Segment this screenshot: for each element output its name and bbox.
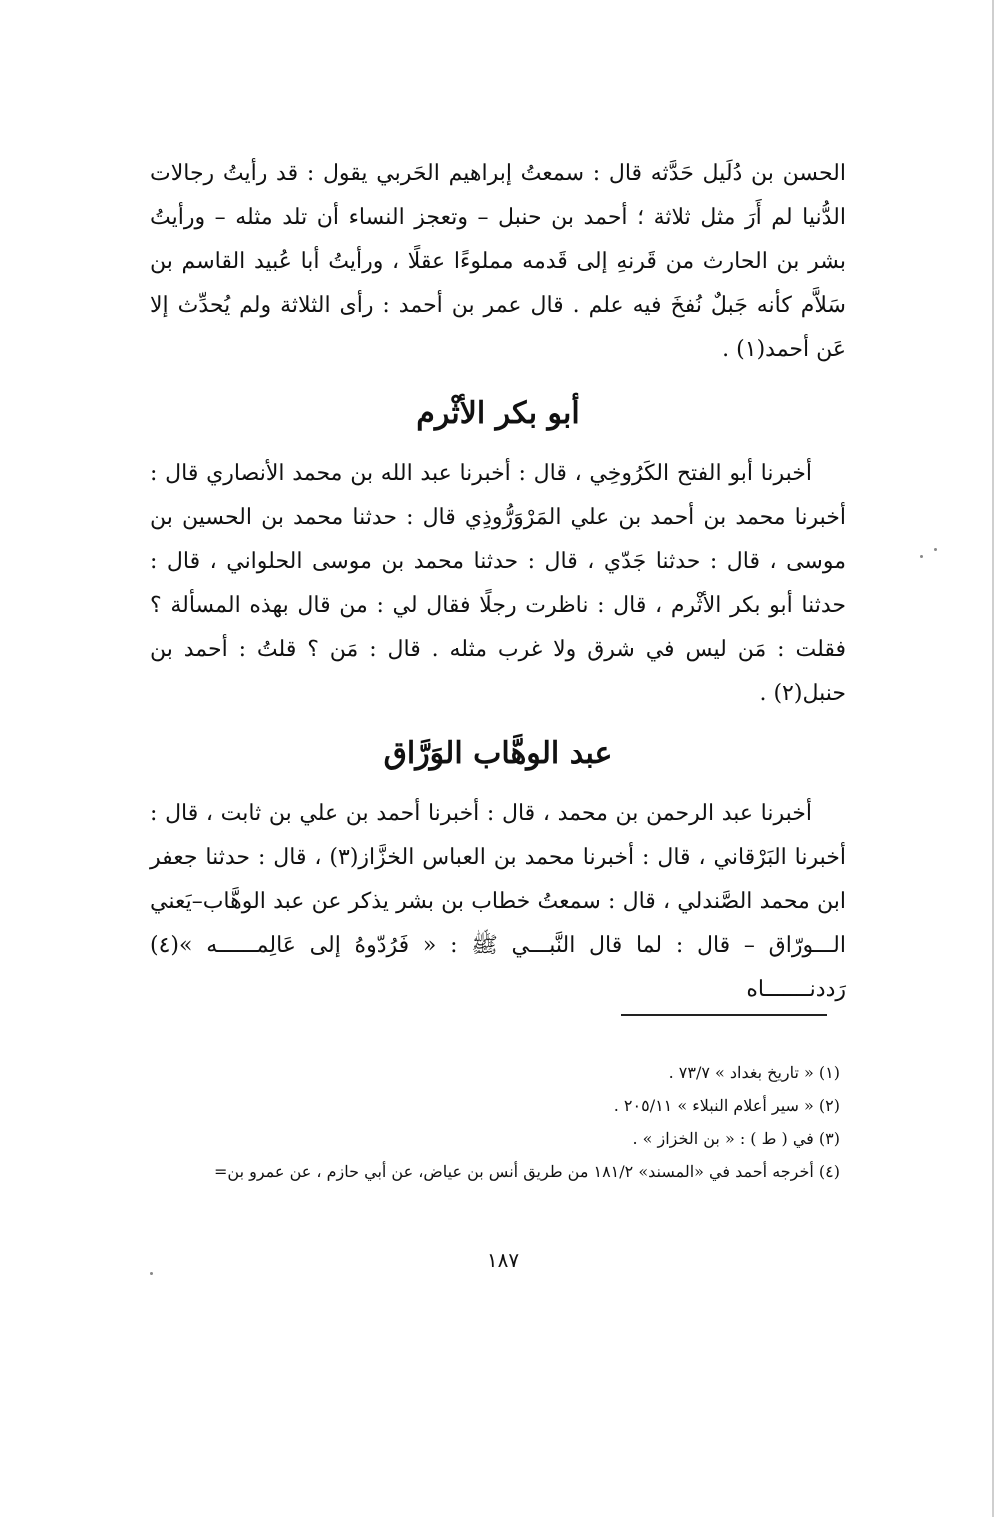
scan-speck [920, 555, 923, 558]
footnote-2: (٢) « سير أعلام النبلاء » ٢٠٥/١١ . [613, 1096, 840, 1115]
opening-paragraph-block [150, 152, 846, 372]
scan-edge-line [992, 0, 994, 1517]
athram-paragraph-block [150, 452, 846, 716]
scan-speck [934, 548, 937, 551]
section-heading-athram: أبو بكر الأثْرم [416, 396, 580, 431]
footnote-4: (٤) أخرجه أحمد في «المسند» ١٨١/٢ من طريق أنس بن عياض، عن أبي حازم ، عن عمرو بن= [214, 1162, 840, 1181]
section-heading-warraq: عبد الوهَّاب الوَرَّاق [383, 736, 613, 771]
footnotes [150, 1056, 840, 1188]
footnote-separator [621, 1014, 827, 1016]
footnote-3: (٣) في ( ط ) : « بن الخزاز » . [632, 1129, 840, 1148]
warraq-paragraph: أخبرنا عبد الرحمن بن محمد ، قال : أخبرنا أحمد بن علي بن ثابت ، قال : أخبرنا البَرْقاني ، قال : أخبرنا محمد بن العباس الخزَّاز(٣) ، قال : حدثنا جعفر ابن محمد الصَّندلي ، قال : سمعتُ خطاب بن بشر يذكر عن عبد الوهَّاب–يَعني الـــورّاق – قال : لما قال النَّبـــي ﷺ : « فَرُدّوهُ إلى عَالِمــــــه »(٤) رَددنـــــــاه [150, 801, 847, 1002]
footnote-1: (١) « تاريخ بغداد » ٧٣/٧ . [668, 1063, 840, 1082]
warraq-paragraph-block [150, 792, 846, 1012]
opening-paragraph: الحسن بن دُلَيل حَدَّثه قال : سمعتُ إبراهيم الحَربي يقول : قد رأيتُ رجالات الدُّنيا لم أَرَ مثل ثلاثة ؛ أحمد بن حنبل – وتعجز النساء أن تلد مثله – ورأيتُ بشر بن الحارث من قَرنهِ إلى قَدمه مملوءًا عقلًا ، ورأيتُ أبا عُبيد القاسم بن سَلاَّم كأنه جَبلٌ نُفخَ فيه علم . قال عمر بن أحمد : رأى الثلاثة ولم يُحدِّث إلا عَن أحمد(١) . [150, 161, 846, 362]
page-number: ١٨٧ [486, 1248, 520, 1272]
scan-speck [150, 1272, 153, 1275]
athram-paragraph: أخبرنا أبو الفتح الكَرُوخِي ، قال : أخبرنا عبد الله بن محمد الأنصاري قال : أخبرنا محمد بن أحمد بن علي المَرْوَرُّوذِي قال : حدثنا محمد بن الحسين بن موسى ، قال : حدثنا جَدّي ، قال : حدثنا محمد بن موسى الحلواني ، قال : حدثنا أبو بكر الأثْرم ، قال : ناظرت رجلًا فقال لي : من قال بهذه المسألة ؟ فقلت : مَن ليس في شرق ولا غرب مثله . قال : مَن ؟ قلتُ : أحمد بن حنبل(٢) . [150, 461, 846, 706]
